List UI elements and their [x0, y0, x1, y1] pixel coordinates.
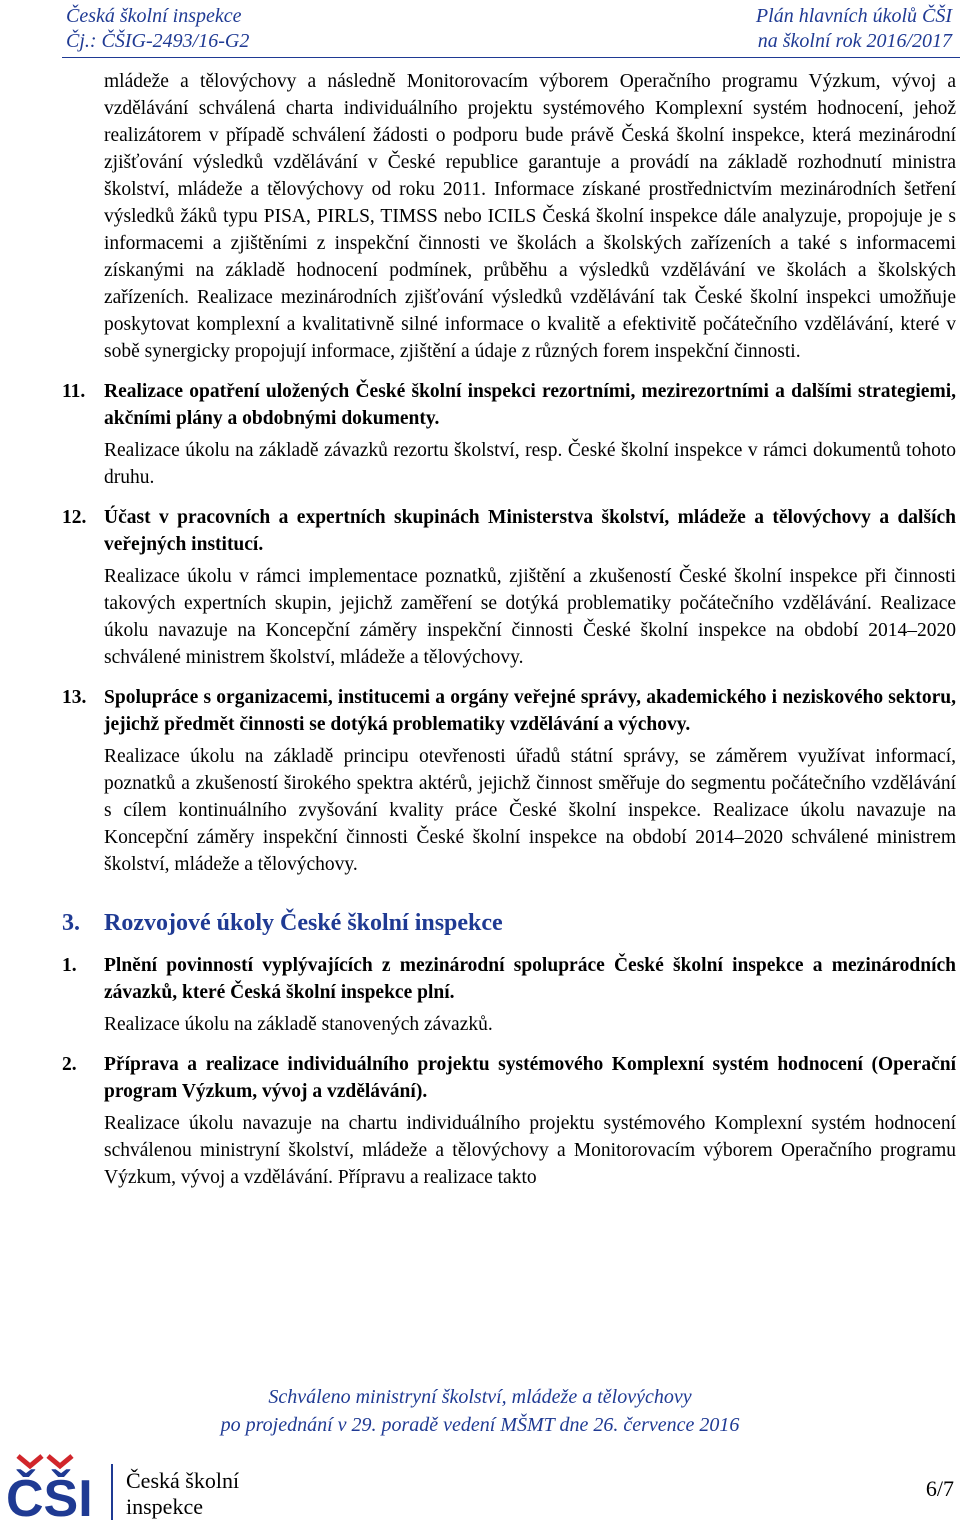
task-number: 11. [62, 381, 86, 402]
header-plan: Plán hlavních úkolů ČŠI [755, 5, 952, 27]
task-title: Plnění povinností vyplývajících z mezinárodní spolupráce České školní inspekce a mezinárodních závazků, které Česká školní inspekce plní. [104, 955, 956, 1003]
logo-hacek-icon [48, 1456, 72, 1466]
task-title: Účast v pracovních a expertních skupinách Ministerstva školství, mládeže a tělovýchovy a dalších veřejných institucí. [104, 507, 956, 555]
csi-logo [0, 1450, 270, 1522]
dev-task-item-2 [62, 1051, 956, 1191]
task-body: Realizace úkolu na základě závazků rezortu školství, resp. České školní inspekce v rámci dokumentů tohoto druhu. [104, 440, 956, 488]
header-divider [62, 57, 960, 58]
footer-approval: Schváleno ministryní školství, mládeže a tělovýchovy [268, 1386, 692, 1408]
task-body: Realizace úkolu v rámci implementace poznatků, zjištění a zkušeností České školní inspekce při činnosti takových expertních skupin, jejichž zaměření se dotýká problematiky počátečního vzdělávání. Realizace úkolu navazuje na Koncepční záměry inspekční činnosti České školní inspekce na období 2014–2020 schválené ministrem školství, mládeže a tělovýchovy. [104, 566, 956, 668]
section-title: Rozvojové úkoly České školní inspekce [104, 910, 503, 936]
dev-task-item-1 [62, 952, 956, 1038]
section-heading [62, 908, 956, 938]
logo-hacek-icon [18, 1456, 42, 1466]
task-title: Realizace opatření uložených České školní inspekci rezortními, mezirezortními a dalšími strategiemi, akčními plány a obdobnými dokumenty. [104, 381, 956, 429]
logo-name-line2: inspekce [126, 1494, 203, 1519]
task-item-12 [62, 504, 956, 671]
header-org: Česká školní inspekce [66, 5, 242, 27]
logo-name-line1: Česká školní [126, 1468, 240, 1493]
task-title: Spolupráce s organizacemi, institucemi a orgány veřejné správy, akademického i neziskového sektoru, jejichž předmět činnosti se dotýká problematiky vzdělávání a výchovy. [104, 687, 956, 735]
logo-mark: ČŠI [6, 1470, 93, 1522]
header-ref: Čj.: ČŠIG-2493/16-G2 [66, 30, 250, 52]
task-title: Příprava a realizace individuálního projektu systémového Komplexní systém hodnocení (Operační program Výzkum, vývoj a vzdělávání). [104, 1054, 956, 1102]
task-number: 13. [62, 687, 87, 708]
document-body [62, 68, 956, 1191]
header-year: na školní rok 2016/2017 [757, 30, 952, 52]
footer-meeting: po projednání v 29. poradě vedení MŠMT dne 26. července 2016 [220, 1414, 740, 1436]
task-body: Realizace úkolu na základě stanovených závazků. [104, 1014, 493, 1035]
task-number: 1. [62, 955, 77, 976]
header-left [66, 4, 249, 54]
intro-paragraph: mládeže a tělovýchovy a následně Monitorovacím výborem Operačního programu Výzkum, vývoj a vzdělávání schválená charta individuálního projektu systémového Komplexní systém hodnocení, jehož realizátorem v případě schválení žádosti o podporu bude právě Česká školní inspekce, která mezinárodní zjišťování výsledků vzdělávání v České republice garantuje a provádí na základě rozhodnutí ministra školství, mládeže a tělovýchovy od roku 2011. Informace získané prostřednictvím mezinárodních šetření výsledků žáků typu PISA, PIRLS, TIMSS nebo ICILS Česká školní inspekce dále analyzuje, propojuje je s informacemi a zjištěními z inspekční činnosti ve školách a školských zařízeních a také s informacemi získanými na základě hodnocení podmínek, průběhu a výsledků vzdělávání ve školách a školských zařízeních. Realizace mezinárodních zjišťování výsledků vzdělávání tak České školní inspekci umožňuje poskytovat komplexní a kvalitativně silné informace o kvalitě a efektivitě počátečního vzdělávání, které v sobě synergicky propojují informace, zjištění a údaje z různých forem inspekční činnosti. [104, 71, 956, 362]
task-body: Realizace úkolu navazuje na chartu individuálního projektu systémového Komplexní systém hodnocení schválenou ministryní školství, mládeže a tělovýchovy a Monitorovacím výborem Operačního programu Výzkum, vývoj a vzdělávání. Přípravu a realizace takto [104, 1113, 956, 1188]
page-number: 6/7 [925, 1476, 954, 1501]
task-number: 12. [62, 507, 87, 528]
task-number: 2. [62, 1054, 77, 1075]
task-body: Realizace úkolu na základě principu otevřenosti úřadů státní správy, se záměrem využívat informací, poznatků a zkušeností širokého spektra aktérů, jejichž činnost směřuje do segmentu počátečního vzdělávání s cílem kontinuálního zvyšování kvality práce České školní inspekce. Realizace úkolu navazuje na Koncepční záměry inspekční činnosti České školní inspekce na období 2014–2020 schválené ministrem školství, mládeže a tělovýchovy. [104, 746, 956, 875]
task-item-13 [62, 684, 956, 878]
task-item-11 [62, 378, 956, 491]
section-number: 3. [62, 910, 80, 936]
header-right [756, 4, 952, 54]
